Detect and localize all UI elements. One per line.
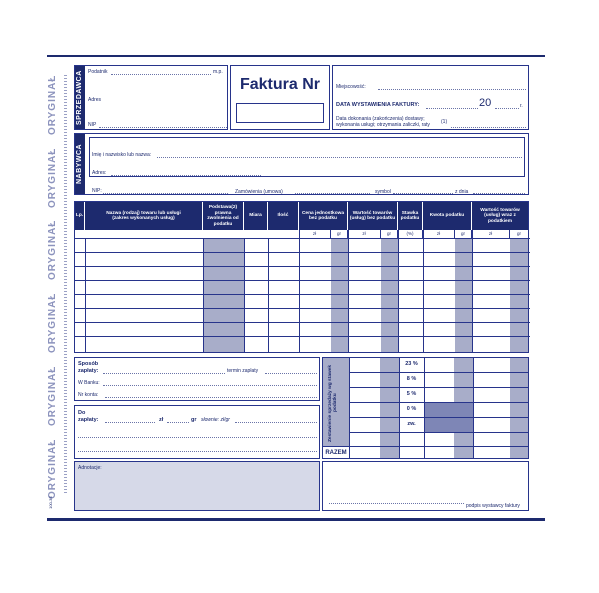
col-line [472, 230, 473, 352]
seller-nip-field[interactable] [99, 127, 227, 128]
vat-col-line [473, 358, 474, 458]
order-field[interactable] [295, 193, 370, 194]
col-line [348, 230, 349, 352]
table-row-line [75, 336, 530, 337]
due-zl-label: zł [159, 417, 164, 423]
due-gr-label: gr [191, 417, 197, 423]
symbol-field[interactable] [393, 193, 453, 194]
symbol-label: symbol [375, 189, 391, 195]
form-code: 100-3E [48, 496, 53, 509]
delivery-ref: (1) [441, 119, 448, 125]
vat-rate: 5 % [406, 391, 417, 397]
side-label: ORYGINAŁ [47, 365, 58, 426]
header-gross-value: Wartość towarów (usług) wraz z podatkiem [472, 202, 528, 230]
table-row-line [75, 266, 530, 267]
payment-method-field[interactable] [103, 373, 225, 374]
vat-rate: zw. [407, 421, 416, 427]
header-unit-price: Cena jednostkowa bez podatku [299, 202, 348, 230]
vat-row-line [349, 417, 528, 418]
col-line [398, 230, 399, 352]
side-label: ORYGINAŁ [47, 438, 58, 499]
vat-rate: 23 % [405, 361, 418, 367]
due-zl-field[interactable] [105, 422, 155, 423]
header-right-box [332, 65, 529, 130]
sub-price-gr: gr [331, 230, 348, 238]
buyer-nip-field[interactable] [103, 193, 228, 194]
header-net-value: Wartość towarów (usług) bez podatku [348, 202, 398, 230]
bottom-rule [47, 518, 545, 521]
tax-gr-column [455, 238, 472, 352]
due-gr-field[interactable] [167, 422, 189, 423]
order-label: Zamówienia (umowa) [235, 189, 283, 195]
header-tax-rate: Stawka podatku [398, 202, 423, 230]
buyer-section [75, 134, 85, 194]
seller-section-label: SPRZEDAWCA [76, 70, 83, 126]
sub-gross-zl: zł [472, 230, 510, 238]
vat-gross-gr-column [510, 358, 528, 458]
header-name: Nazwa (rodzaj) towaru lub usługi (zakres wykonanych usług) [85, 202, 203, 230]
payment-method-label: Sposób zapłaty: [78, 361, 99, 374]
sub-gross-gr: gr [516, 231, 521, 236]
items-table [74, 201, 529, 353]
vat-summary [322, 357, 529, 459]
words-field-3[interactable] [78, 451, 317, 452]
mp-label: m.p. [213, 69, 223, 75]
header-tax-amount: Kwota podatku [423, 202, 472, 230]
vat-row-line [349, 446, 528, 447]
col-line [268, 238, 269, 352]
title-box [230, 65, 330, 130]
year-prefix: 20 [479, 97, 492, 109]
vat-row-line [349, 402, 528, 403]
seller-name-label: Podatnik [88, 69, 108, 75]
bank-field[interactable] [103, 385, 317, 386]
header-unit: Miara [244, 202, 268, 230]
table-row-line [75, 294, 530, 295]
header-qty: Ilość [268, 202, 299, 230]
header-legal-basis: Podstawa(2) prawna zwolnienia od podatku [203, 202, 244, 230]
vat-summary-side [323, 358, 349, 446]
year-field[interactable] [495, 108, 519, 109]
seller-box [74, 65, 228, 130]
buyer-address-label: Adres: [92, 170, 107, 176]
issue-date-label: DATA WYSTAWIENIA FAKTURY: [336, 102, 420, 108]
vat-col-line [399, 358, 400, 458]
sub-net-zl: zł [348, 230, 381, 238]
vat-col-line [349, 358, 350, 458]
table-row-line [75, 252, 530, 253]
col-line [203, 238, 204, 352]
delivery-label: Data dokonania (zakończenia) dostawy; [336, 116, 425, 122]
header-lp: Lp. [75, 202, 85, 230]
vat-row-line [349, 372, 528, 373]
payment-term-field[interactable] [265, 373, 317, 374]
invoice-number-field[interactable] [236, 103, 324, 123]
delivery-date-field[interactable] [451, 127, 526, 128]
delivery-label-2: wykonania usługi; otrzymania zaliczki, raty [336, 122, 430, 128]
side-label: ORYGINAŁ [47, 219, 58, 280]
due-label: Do zapłaty: [78, 410, 99, 423]
words-field[interactable] [235, 422, 317, 423]
signature-field[interactable] [329, 503, 464, 504]
legal-basis-column [203, 238, 244, 352]
payment-box [74, 357, 320, 401]
bank-label: W Banku: [78, 380, 100, 386]
buyer-name-field[interactable] [157, 157, 522, 158]
order-date-field[interactable] [473, 193, 525, 194]
side-strip [47, 65, 61, 515]
side-label: ORYGINAŁ [47, 147, 58, 208]
buyer-name-label: Imię i nazwisko lub nazwa: [92, 152, 152, 158]
sub-price-zl: zł [299, 230, 331, 238]
vat-row-line [349, 432, 528, 433]
net-gr-column [381, 238, 398, 352]
date-label: z dnia [455, 189, 469, 195]
account-label: Nr konta: [78, 392, 99, 398]
sub-tax-gr: gr [455, 230, 472, 238]
words-label: słownie: zł/gr [201, 417, 230, 423]
vat-summary-label: Zestawienie sprzedaży wg stawek podatku [328, 364, 338, 442]
words-field-2[interactable] [78, 437, 317, 438]
notes-label: Adnotacje: [78, 465, 102, 471]
payment-term-label: termin zapłaty [227, 368, 259, 374]
col-line [423, 230, 424, 352]
gross-gr-column [510, 238, 528, 352]
due-box [74, 405, 320, 459]
issue-date-field[interactable] [426, 108, 478, 109]
price-gr-column [331, 238, 348, 352]
vat-rate: 0 % [406, 406, 417, 412]
signature-box [322, 461, 529, 511]
table-row-line [75, 322, 530, 323]
buyer-nip-label: NIP: [92, 188, 102, 194]
buyer-address-field[interactable] [111, 175, 261, 176]
col-line [299, 230, 300, 352]
sub-net-gr: gr [381, 230, 398, 238]
place-label: Miejscowość: [336, 84, 366, 90]
vat-row-line [349, 387, 528, 388]
seller-name-field[interactable] [111, 74, 211, 75]
buyer-section-label: NABYWCA [76, 143, 83, 185]
side-label: ORYGINAŁ [47, 292, 58, 353]
vat-col-line [424, 358, 425, 458]
vat-net-gr-column [380, 358, 399, 458]
place-field[interactable] [378, 89, 526, 90]
table-row-line [75, 238, 530, 239]
vat-rate: 8 % [406, 376, 417, 382]
seller-address-label: Adres [88, 97, 102, 103]
col-line [85, 238, 86, 352]
seller-nip-label: NIP [88, 122, 97, 128]
table-row-line [75, 280, 530, 281]
account-field[interactable] [105, 397, 317, 398]
sub-tax-zl: zł [423, 230, 455, 238]
top-rule [47, 55, 545, 57]
col-line [244, 238, 245, 352]
sub-pct: (%) [398, 230, 423, 238]
table-row-line [75, 308, 530, 309]
fine-print-strip [64, 75, 67, 495]
buyer-box [74, 133, 529, 195]
seller-section [75, 66, 85, 129]
vat-total-label: RAZEM [323, 446, 349, 459]
invoice-title: Faktura Nr [239, 76, 321, 93]
side-label: ORYGINAŁ [47, 74, 58, 135]
year-suffix: r. [520, 103, 523, 109]
signature-label: podpis wystawcy faktury [466, 503, 520, 509]
notes-box [74, 461, 320, 511]
